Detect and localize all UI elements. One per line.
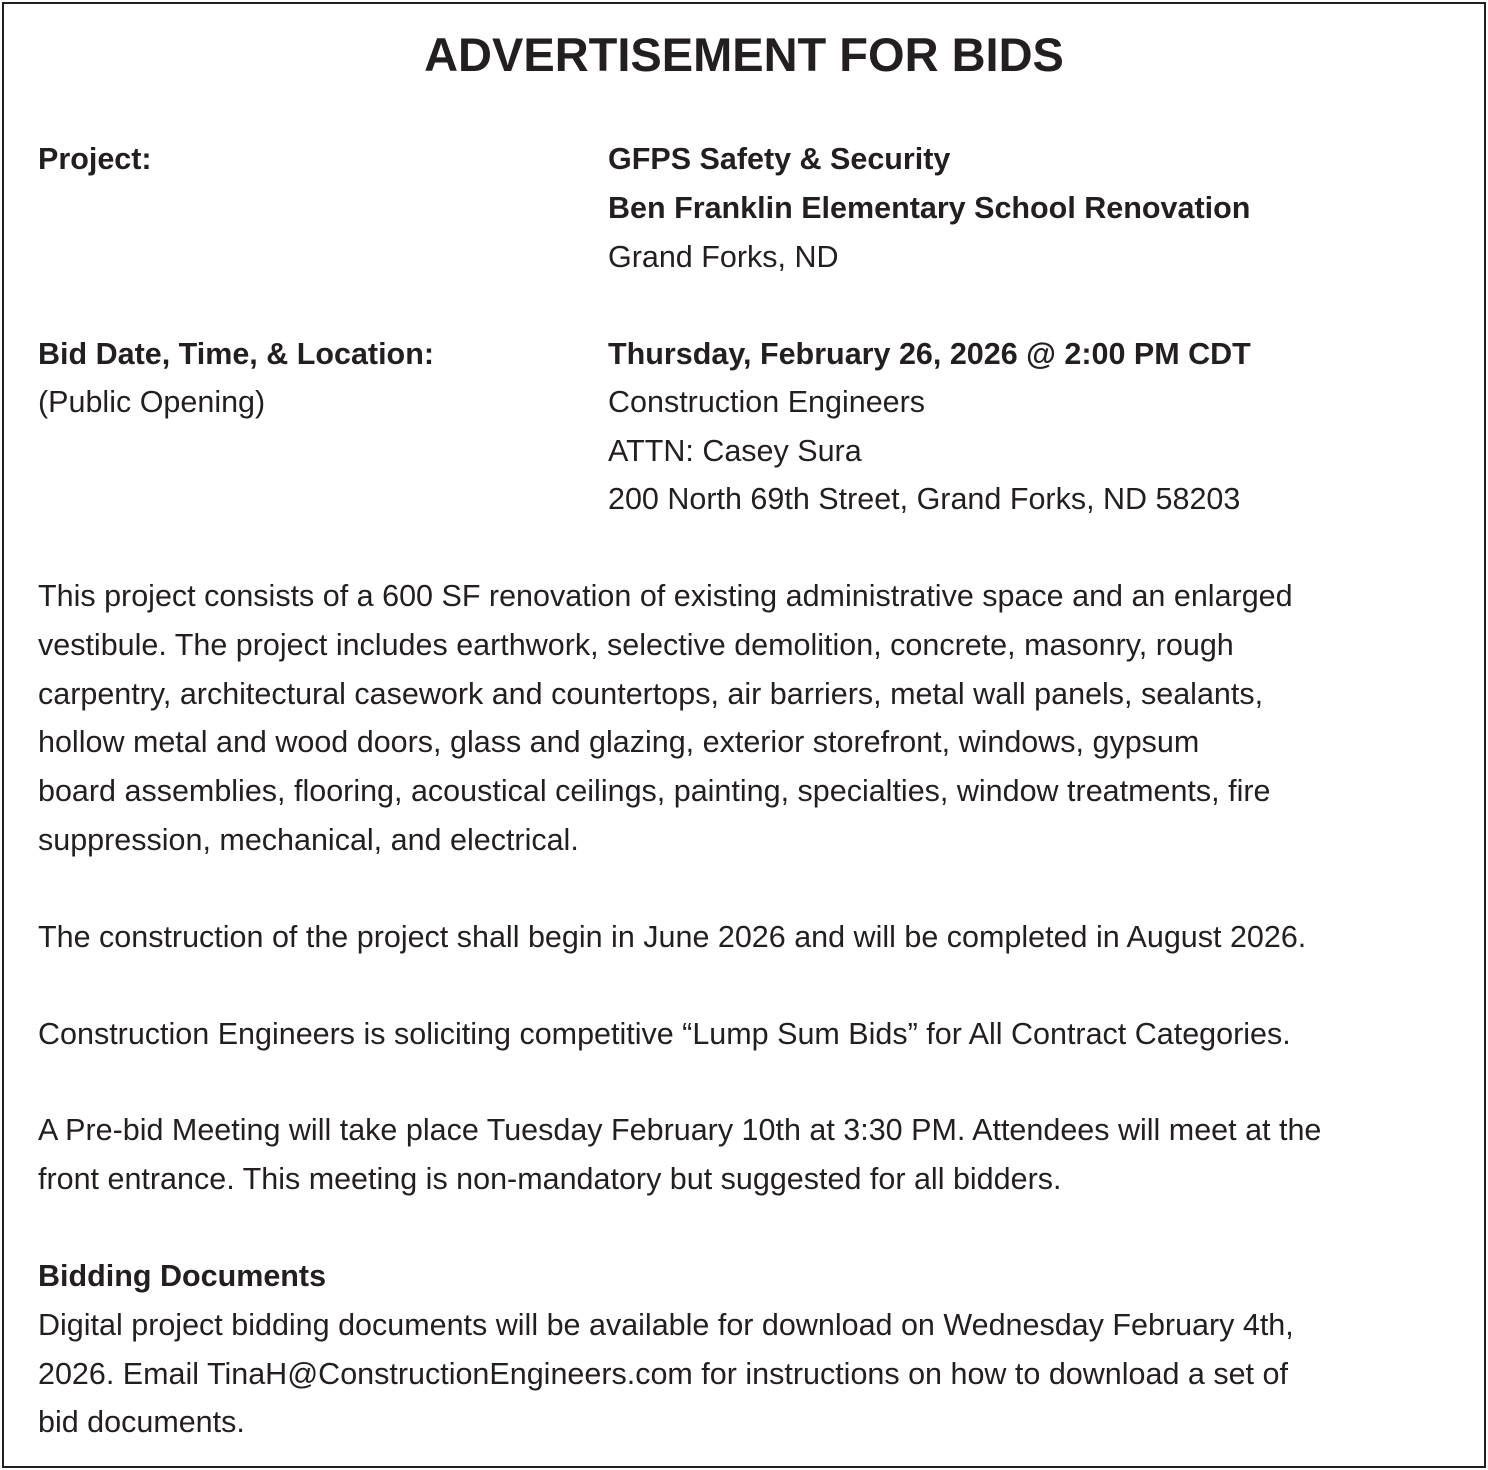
schedule-paragraph <box>38 913 1458 962</box>
bid-sublabel: (Public Opening) <box>38 385 266 419</box>
project-line-2: Ben Franklin Elementary School Renovation <box>608 191 1251 225</box>
bidding-documents-heading: Bidding Documents <box>38 1259 327 1293</box>
project-line-1: GFPS Safety & Security <box>608 142 951 176</box>
schedule-line: The construction of the project shall begin in June 2026 and will be completed in August 2026. <box>38 920 1307 954</box>
bid-label: Bid Date, Time, & Location: <box>38 337 434 371</box>
bidding-documents-section <box>38 1252 1458 1447</box>
scope-line: hollow metal and wood doors, glass and glazing, exterior storefront, windows, gypsum <box>38 725 1200 760</box>
scope-paragraph <box>38 572 1458 865</box>
scope-line: board assemblies, flooring, acoustical ceilings, painting, specialties, window treatments, fire <box>38 774 1271 809</box>
bid-attention: ATTN: Casey Sura <box>608 434 862 468</box>
solicitation-line: Construction Engineers is soliciting competitive “Lump Sum Bids” for All Contract Categories. <box>38 1017 1291 1051</box>
prebid-line: front entrance. This meeting is non-mandatory but suggested for all bidders. <box>38 1161 1062 1196</box>
ad-title: ADVERTISEMENT FOR BIDS <box>424 28 1064 81</box>
prebid-line: A Pre-bid Meeting will take place Tuesday February 10th at 3:30 PM. Attendees will meet at the <box>38 1113 1322 1147</box>
project-label: Project: <box>38 142 152 176</box>
solicitation-paragraph <box>38 1010 1458 1059</box>
bidding-documents-line: bid documents. <box>38 1405 245 1440</box>
scope-line: This project consists of a 600 SF renovation of existing administrative space and an enlarged <box>38 579 1293 613</box>
scope-line: suppression, mechanical, and electrical. <box>38 822 579 857</box>
scope-line: carpentry, architectural casework and countertops, air barriers, metal wall panels, sealants, <box>38 676 1264 711</box>
bid-address: 200 North 69th Street, Grand Forks, ND 58203 <box>608 482 1241 516</box>
bid-company: Construction Engineers <box>608 385 926 419</box>
scope-line: vestibule. The project includes earthwork, selective demolition, concrete, masonry, rough <box>38 627 1234 662</box>
prebid-paragraph <box>38 1106 1458 1204</box>
project-line-3: Grand Forks, ND <box>608 240 839 274</box>
bidding-documents-line: 2026. Email TinaH@ConstructionEngineers.com for instructions on how to download a set of <box>38 1356 1288 1391</box>
bidding-documents-line: Digital project bidding documents will be available for download on Wednesday February 4th, <box>38 1307 1294 1342</box>
bid-date-time: Thursday, February 26, 2026 @ 2:00 PM CDT <box>608 337 1251 371</box>
